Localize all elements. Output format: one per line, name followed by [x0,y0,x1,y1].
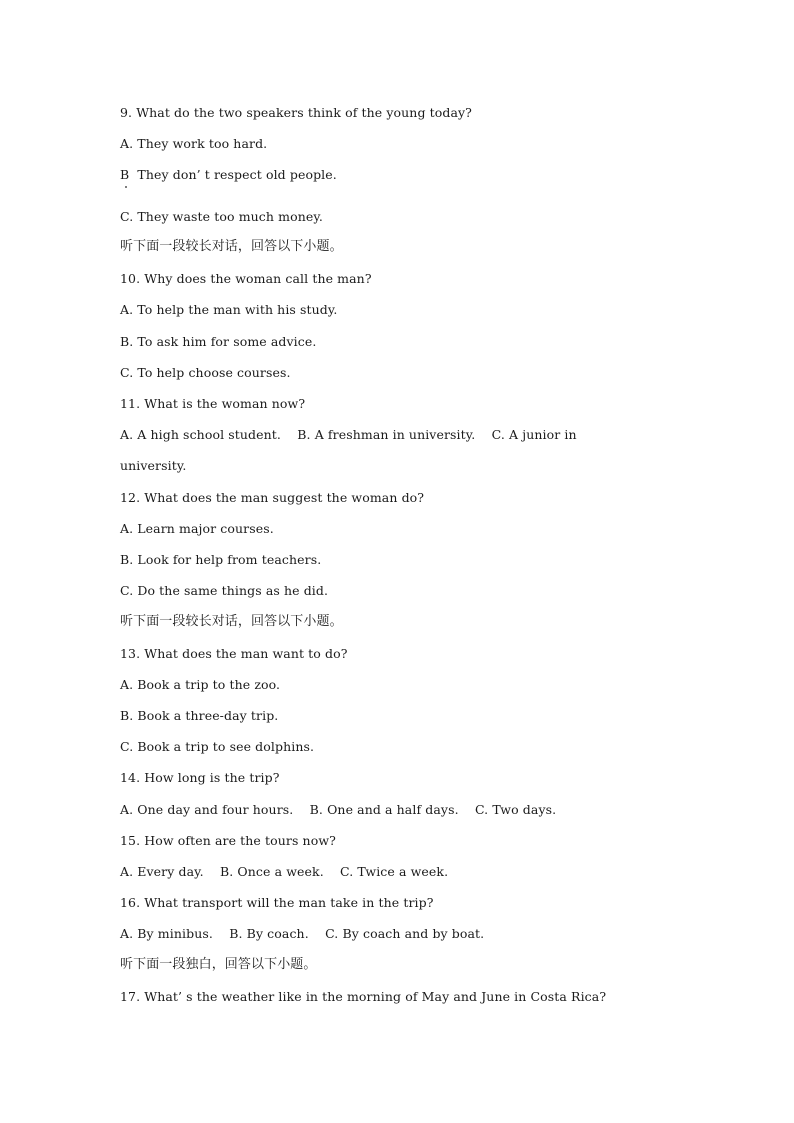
option-9b: B They don’ t respect old people. [120,167,337,182]
option-10c: C. To help choose courses. [120,365,291,380]
option-12c: C. Do the same things as he did. [120,583,329,598]
option-9c: C. They waste too much money. [120,209,323,224]
question-16: 16. What transport will the man take in the trip? [120,895,434,910]
options-14: A. One day and four hours. B. One and a half days. C. Two days. [120,802,557,817]
question-9: 9. What do the two speakers think of the young today? [120,105,472,120]
question-14: 14. How long is the trip? [120,770,280,785]
option-12b: B. Look for help from teachers. [120,552,322,567]
option-9a: A. They work too hard. [120,136,268,151]
option-12a: A. Learn major courses. [120,521,274,536]
question-10: 10. Why does the woman call the man? [120,271,372,286]
section-instruction-1: 听下面一段较长对话，回答以下小题。 [120,239,343,254]
options-11-continued: university. [120,458,187,473]
question-15: 15. How often are the tours now? [120,833,336,848]
option-13c: C. Book a trip to see dolphins. [120,739,315,754]
options-16: A. By minibus. B. By coach. C. By coach and by boat. [120,926,485,941]
question-11: 11. What is the woman now? [120,396,306,411]
question-17: 17. What’ s the weather like in the morning of May and June in Costa Rica? [120,989,607,1004]
question-12: 12. What does the man suggest the woman do? [120,490,425,505]
question-13: 13. What does the man want to do? [120,646,348,661]
options-11: A. A high school student. B. A freshman in university. C. A junior in [120,427,577,442]
option-10b: B. To ask him for some advice. [120,334,317,349]
option-13a: A. Book a trip to the zoo. [120,677,281,692]
section-instruction-3: 听下面一段独白，回答以下小题。 [120,957,317,972]
option-10a: A. To help the man with his study. [120,302,338,317]
stray-dot-mark [125,186,127,188]
section-instruction-2: 听下面一段较长对话，回答以下小题。 [120,614,343,629]
option-13b: B. Book a three-day trip. [120,708,279,723]
options-15: A. Every day. B. Once a week. C. Twice a week. [120,864,449,879]
